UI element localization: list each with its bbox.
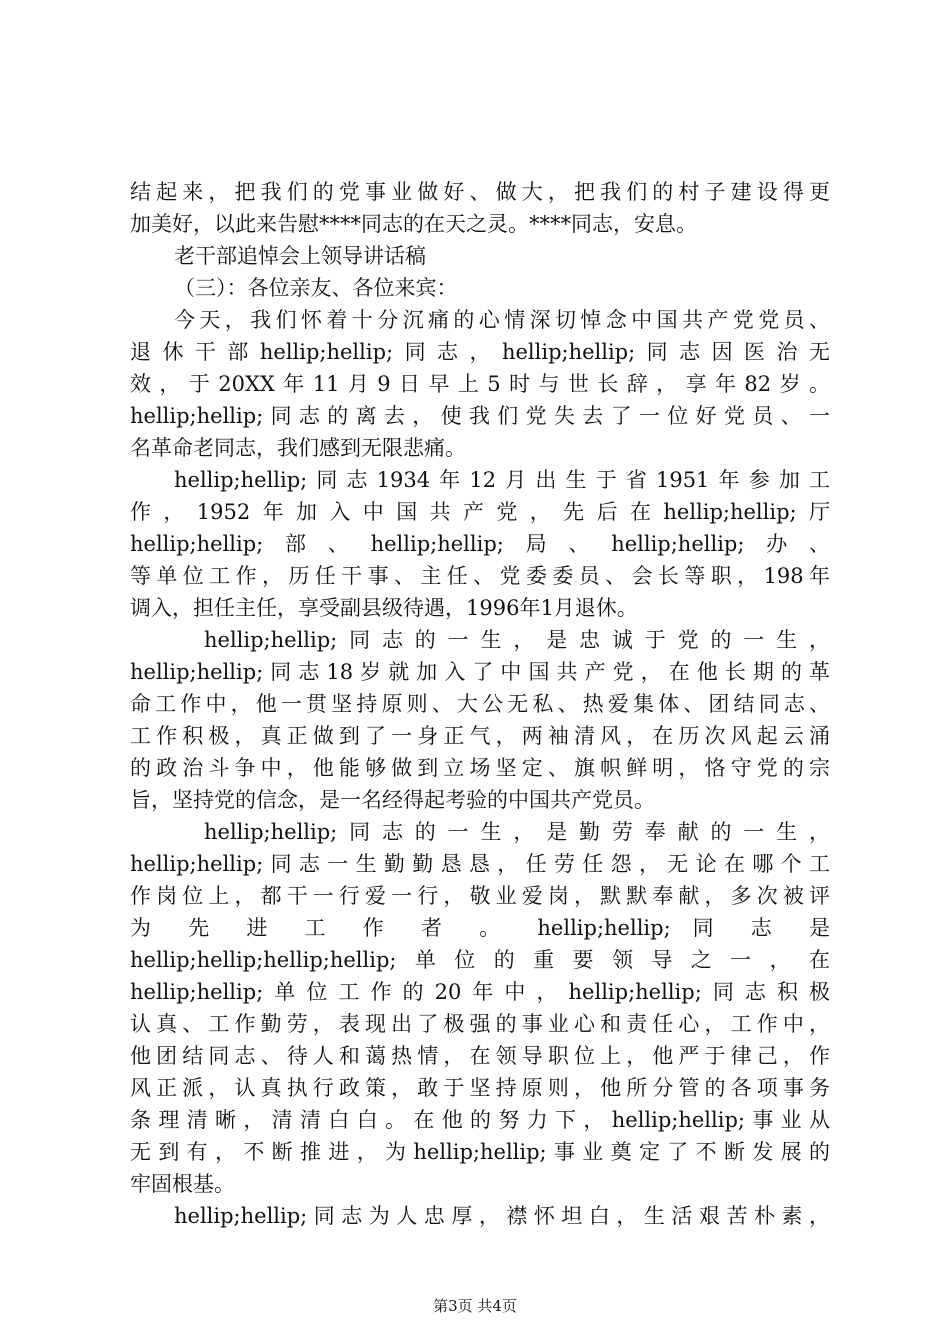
text-line: 老干部追悼会上领导讲话稿 xyxy=(174,244,426,268)
text-line: 工作积极，真正做到了一身正气，两袖清风，在历次风起云涌 xyxy=(130,724,830,748)
text-line: 调入，担任主任，享受副县级待遇，1996年1月退休。 xyxy=(130,596,638,620)
text-line: hellip;hellip;单位工作的20年中，hellip;hellip;同志积极 xyxy=(130,980,830,1004)
text-line: 命工作中，他一贯坚持原则、大公无私、热爱集体、团结同志、 xyxy=(130,692,830,716)
text-line: 牢固根基。 xyxy=(130,1172,235,1196)
text-line: hellip;hellip;hellip;hellip;单位的重要领导之一，在 xyxy=(130,948,830,972)
text-line: hellip;hellip;同志的一生，是忠诚于党的一生， xyxy=(204,628,830,652)
document-body xyxy=(130,176,830,1232)
text-line: hellip;hellip;同志1934年12月出生于省1951年参加工 xyxy=(174,468,830,492)
text-line: 结起来，把我们的党事业做好、做大，把我们的村子建设得更 xyxy=(130,180,830,204)
text-line: hellip;hellip;同志一生勤勤恳恳，任劳任怨，无论在哪个工 xyxy=(130,852,830,876)
text-line: 退休干部hellip;hellip;同志，hellip;hellip;同志因医治无 xyxy=(130,340,830,364)
text-line: 旨，坚持党的信念，是一名经得起考验的中国共产党员。 xyxy=(130,788,655,812)
text-line: 认真、工作勤劳，表现出了极强的事业心和责任心，工作中， xyxy=(130,1012,830,1036)
text-line: hellip;hellip;部、hellip;hellip;局、hellip;hellip;办、 xyxy=(130,532,830,556)
text-line: 效，于20XX年11月9日早上5时与世长辞，享年82岁。 xyxy=(130,372,830,396)
text-line: 等单位工作，历任干事、主任、党委委员、会长等职，198年 xyxy=(130,564,830,588)
text-line: 条理清晰，清清白白。在他的努力下，hellip;hellip;事业从 xyxy=(130,1108,830,1132)
text-line: 今天，我们怀着十分沉痛的心情深切悼念中国共产党党员、 xyxy=(174,308,830,332)
text-line: 为 先 进 工 作 者 。 hellip;hellip; 同 志 是 xyxy=(130,916,830,940)
text-line: 风正派，认真执行政策，敢于坚持原则，他所分管的各项事务 xyxy=(130,1076,830,1100)
text-line: 名革命老同志，我们感到无限悲痛。 xyxy=(130,436,466,460)
text-line: 作，1952年加入中国共产党，先后在hellip;hellip;厅 xyxy=(130,500,830,524)
text-line: hellip;hellip;同志的一生，是勤劳奉献的一生， xyxy=(204,820,830,844)
text-line: 作岗位上，都干一行爱一行，敬业爱岗，默默奉献，多次被评 xyxy=(130,884,830,908)
text-line: 加美好，以此来告慰****同志的在天之灵。****同志，安息。 xyxy=(130,212,697,236)
text-line: 的政治斗争中，他能够做到立场坚定、旗帜鲜明，恪守党的宗 xyxy=(130,756,830,780)
page-footer: 第3页 共4页 xyxy=(433,1297,517,1315)
text-line: （三）：各位亲友、各位来宾： xyxy=(174,276,458,300)
text-line: 他团结同志、待人和蔼热情，在领导职位上，他严于律己，作 xyxy=(130,1044,830,1068)
text-line: hellip;hellip;同志18岁就加入了中国共产党，在他长期的革 xyxy=(130,660,830,684)
text-line: 无到有，不断推进，为hellip;hellip;事业奠定了不断发展的 xyxy=(130,1140,830,1164)
text-line: hellip;hellip;同志为人忠厚，襟怀坦白，生活艰苦朴素， xyxy=(174,1204,830,1228)
text-line: hellip;hellip;同志的离去，使我们党失去了一位好党员、一 xyxy=(130,404,830,428)
